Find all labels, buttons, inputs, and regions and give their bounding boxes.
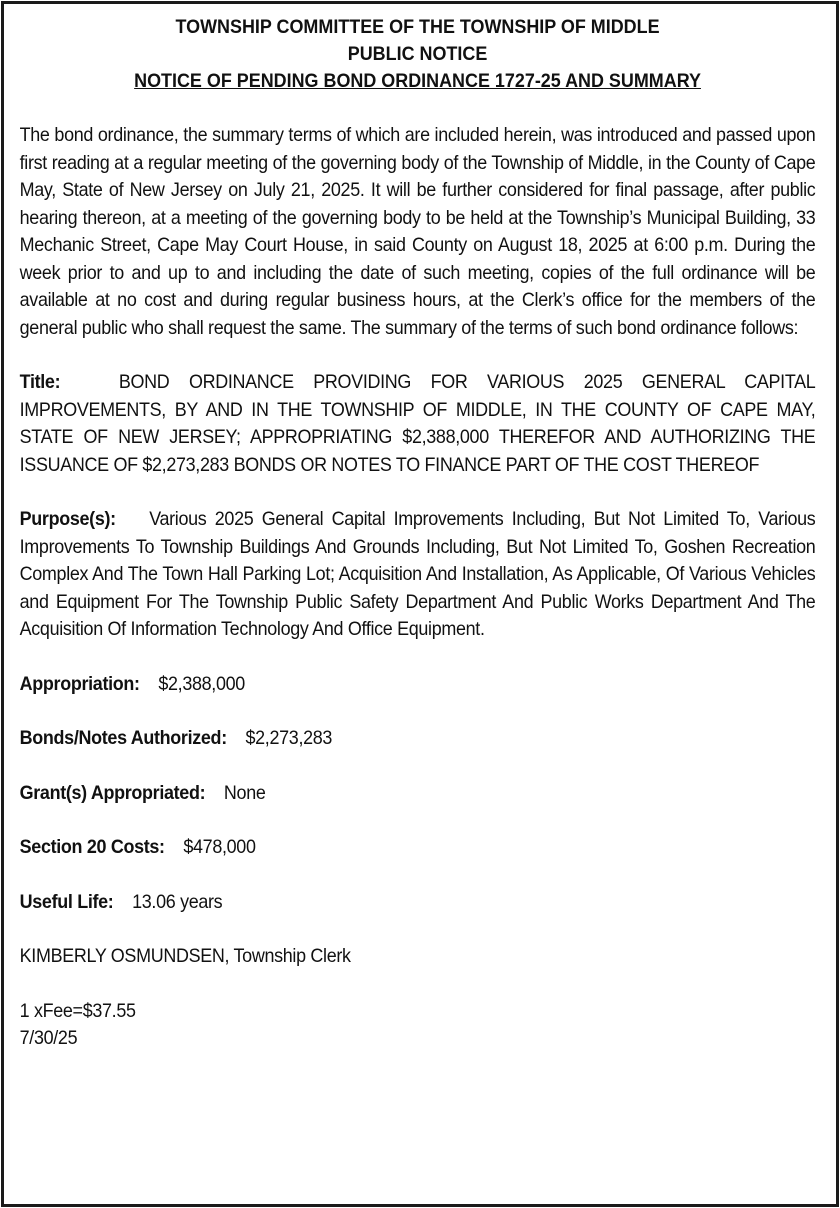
purpose-paragraph xyxy=(20,506,816,644)
publication-date: 7/30/25 xyxy=(19,1027,78,1049)
header-township: TOWNSHIP COMMITTEE OF THE TOWNSHIP OF MIDDLE xyxy=(175,16,660,38)
title-text: BOND ORDINANCE PROVIDING FOR VARIOUS 2025 GENERAL CAPITAL IMPROVEMENTS, BY AND IN THE TOWNSHIP OF MIDDLE, IN THE COUNTY OF CAPE MAY, STATE OF NEW JERSEY; APPROPRIATING $2,388,000 THEREFOR AND AUTHORIZING THE ISSUANCE OF $2,273,283 BONDS OR NOTES TO FINANCE PART OF THE COST THEREOF xyxy=(19,371,816,476)
section20-value: $478,000 xyxy=(183,836,256,858)
purpose-label: Purpose(s): xyxy=(19,508,116,530)
useful-life-label: Useful Life: xyxy=(19,890,114,913)
intro-paragraph: The bond ordinance, the summary terms of which are included herein, was introduced and passed upon first reading at a regular meeting of the governing body of the Township of Middle, in the County of Cape May, State of New Jersey on July 21, 2025. It will be further considered for final passage, after public hearing thereon, at a meeting of the governing body to be held at the Township’s Municipal Building, 33 Mechanic Street, Cape May Court House, in said County on August 18, 2025 at 6:00 p.m. During the week prior to and up to and including the date of such meeting, copies of the full ordinance will be available at no cost and during regular business hours, at the Clerk’s office for the members of the general public who shall request the same. The summary of the terms of such bond ordinance follows: xyxy=(19,124,816,339)
section20-label: Section 20 Costs: xyxy=(19,836,165,858)
header-ordinance-title: NOTICE OF PENDING BOND ORDINANCE 1727-25 AND SUMMARY xyxy=(134,70,701,92)
notice-frame xyxy=(1,1,839,1207)
bonds-label: Bonds/Notes Authorized: xyxy=(19,727,227,749)
bonds-value: $2,273,283 xyxy=(245,727,333,749)
appropriation-row xyxy=(20,671,816,699)
section20-row xyxy=(20,834,816,862)
grants-row xyxy=(20,780,816,808)
title-label: Title: xyxy=(19,371,61,393)
grants-value: None xyxy=(223,781,266,804)
useful-life-row xyxy=(20,889,816,917)
appropriation-label: Appropriation: xyxy=(19,672,140,695)
purpose-text: Various 2025 General Capital Improvements Including, But Not Limited To, Various Improvements To Township Buildings And Grounds Including, But Not Limited To, Goshen Recreation Complex And The Town Hall Parking Lot; Acquisition And Installation, As Applicable, Of Various Vehicles and Equipment For The Township Public Safety Department And Public Works Department And The Acquisition Of Information Technology And Office Equipment. xyxy=(19,508,816,640)
title-paragraph xyxy=(20,369,816,479)
clerk-signature: KIMBERLY OSMUNDSEN, Township Clerk xyxy=(19,945,351,967)
header-public-notice: PUBLIC NOTICE xyxy=(347,43,488,65)
grants-label: Grant(s) Appropriated: xyxy=(19,781,206,804)
notice-body xyxy=(4,4,830,1053)
appropriation-value: $2,388,000 xyxy=(158,672,245,695)
notice-header xyxy=(20,14,816,95)
useful-life-value: 13.06 years xyxy=(132,890,223,913)
fee-line: 1 xFee=$37.55 xyxy=(19,999,136,1022)
bonds-row xyxy=(20,725,816,753)
